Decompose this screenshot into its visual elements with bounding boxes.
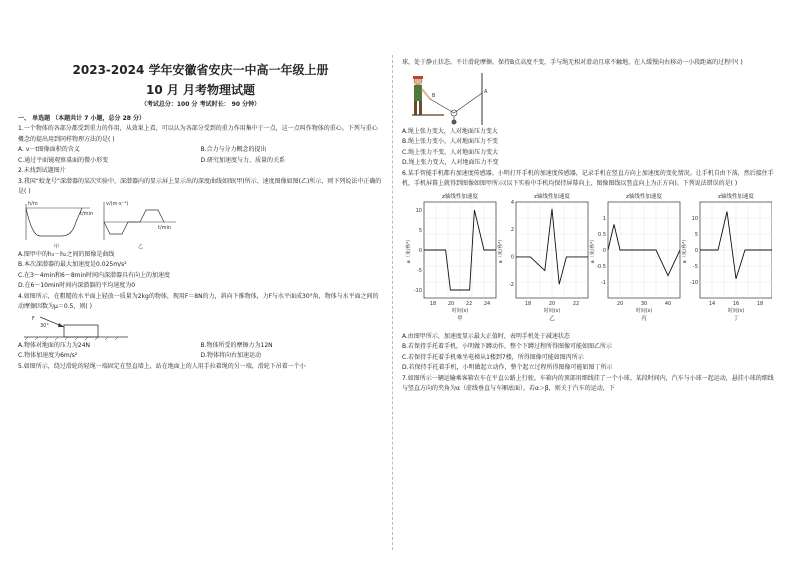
q3-fig-right-caption: 乙 — [138, 243, 144, 250]
q1-option-c: C.通过平面镜观察桌面的微小形变 — [18, 156, 109, 164]
q6-chart-y-tick: -10 — [689, 279, 698, 286]
q4-ground-hatch — [25, 337, 118, 340]
q4-options — [18, 341, 383, 362]
q3-fig-right-xlabel: t/min — [158, 224, 172, 231]
q4-option-a: A.物体对地面的压力为24N — [18, 341, 91, 349]
q6-chart-y-tick: 5 — [418, 227, 422, 234]
q5-ball — [452, 119, 457, 124]
q6-chart-y-tick: 10 — [415, 207, 422, 214]
q6-chart-x-tick: 40 — [664, 300, 672, 307]
q4-option-b: B.物体所受的摩擦力为12N — [200, 341, 273, 349]
q6-chart-y-label: a（米/秒²） — [406, 236, 412, 263]
q4-angle-label: 30° — [40, 322, 49, 329]
q4-force-label: F — [32, 315, 35, 322]
q6-stem: 6.某手智能手机都有加速度传感器。小明打开手机的加速度传感器，记录手机在竖直方向上加速度的变化情况。让手机自由下落，然后接住手机，手机屏幕上就得到图像如图甲所示(以下实验中手机均保持屏幕向上，图像图线以竖直向上为正方向)。下列说法错误的是( ) — [402, 169, 774, 187]
q3-velocity-graph — [104, 201, 176, 250]
q6-option-b: B.若保持手托着手机，小明做下蹲动作，整个下蹲过程所得图像可能如图乙所示 — [402, 343, 613, 350]
q1-options — [18, 145, 383, 166]
q3-depth-graph — [26, 201, 93, 250]
q3-fig-left-ylabel: h/m — [28, 200, 38, 207]
q3-option-d: D.在6～10min时间内深潜器的平均速度为0 — [18, 282, 136, 289]
exam-meta: （考试总分：100 分 考试时长： 90 分钟） — [140, 101, 261, 108]
q6-chart-y-tick: 0 — [510, 254, 514, 261]
q6-chart-y-tick: -5 — [417, 267, 422, 274]
q6-option-a: A.由图甲所示，加速度显示最大正值时，表明手机处于减速状态 — [402, 332, 570, 340]
left-column — [18, 58, 383, 372]
q4-block — [64, 325, 98, 337]
q6-chart-y-tick: -5 — [693, 263, 698, 270]
q6-chart-x-tick: 24 — [483, 300, 491, 307]
q6-chart-y-tick: -10 — [413, 287, 422, 294]
exam-title-line1: 2023-2024 学年安徽省安庆一中高一年级上册 — [72, 63, 329, 77]
q6-chart-y-tick: 0 — [602, 247, 606, 254]
q6-chart-x-tick: 22 — [465, 300, 473, 307]
q5-person-icon — [412, 76, 444, 115]
q6-chart-y-tick: -0.5 — [596, 263, 606, 270]
q6-chart-title: z轴线性加速度 — [534, 193, 570, 200]
q4-option-d: D.物体将向右加速运动 — [200, 352, 262, 359]
q3-options — [18, 250, 383, 292]
q3-figure — [18, 198, 178, 250]
q3-fig-left-xlabel: t/min — [80, 210, 94, 217]
q7-stem: 7.如图所示一辆运输乘客箱农车在平直公路上行驶。车箱内的顶部用细线挂了一个小球。某段时间内，汽车与小球一起运动，悬挂小球的细线与竖直方向的夹角为α（虚线垂直与车厢底面）。若α＞β，则关于汽车的运动，下 — [402, 374, 774, 392]
q6-charts — [402, 190, 772, 332]
q4-stem: 4.如图所示，在粗糙的水平面上轻放一质量为2kg的物体，现用F＝8N的力，斜向下推物体，力F与水平面成30°角，物体与水平面之间的动摩擦因数为μ＝0.5，则( ) — [18, 292, 379, 310]
q6-chart-caption: 甲 — [457, 315, 463, 322]
q6-chart-x-label: 时间(s) — [727, 307, 745, 314]
q6-chart-title: z轴线性加速度 — [718, 193, 754, 200]
q1-option-a: A. v－t图像面积的含义 — [18, 146, 80, 153]
q5-point-a: A — [484, 88, 488, 95]
q4-figure — [18, 313, 138, 341]
q6-chart-y-label: a（米/秒²） — [682, 236, 688, 263]
q6-chart-y-tick: 0.5 — [598, 231, 606, 238]
q3-fig-right-ylabel: v/(m·s⁻¹) — [106, 200, 129, 207]
q5-stem-continued: 球，处于静止状态。不计滑轮摩擦。保持B点高度不变，手与绳无相对滑动且球不触地，在人缓慢向右移动一小段距离的过程中( ) — [402, 59, 743, 66]
q6-option-d: D.若保持手托着手机，小明做起立动作，整个起立过程所得图像可能如图丁所示 — [402, 364, 613, 371]
q6-chart-丁 — [681, 192, 772, 322]
q6-chart-title: z轴线性加速度 — [442, 193, 478, 200]
q6-chart-caption: 乙 — [549, 315, 555, 322]
q2-note: 2.未找到试题图片 — [18, 167, 66, 174]
q6-chart-x-label: 时间(s) — [543, 307, 561, 314]
q5-option-d: D.绳上张力变大，人对地面压力不变 — [402, 159, 499, 166]
q5-point-b: B — [432, 92, 436, 99]
q3-option-a: A.图甲中的h₃－h₂之间的图像是曲线 — [18, 250, 115, 258]
q1-stem: 1.一个物体的各部分都受到重力的作用，从效果上看，可以认为各部分受到的重力作用集中于一点，这一点叫作物体的重心。下列与重心概念的提出用到同样物理方法的是( ) — [18, 125, 378, 143]
q1-option-d: D.研究加速度与力、质量的关系 — [200, 156, 286, 164]
q6-chart-x-tick: 20 — [548, 300, 556, 307]
q3-stem: 3.我国“蛟龙号”深潜器的某次实验中，深潜器内的显示屏上显示出的深度曲线如图(甲)所示、速度图像如图(乙)所示，则下列说法中正确的是( ) — [18, 177, 382, 195]
q6-chart-y-tick: 1 — [602, 215, 606, 222]
q6-chart-y-tick: 0 — [694, 247, 698, 254]
q6-chart-y-tick: 2 — [510, 226, 514, 233]
q6-chart-x-tick: 14 — [708, 300, 716, 307]
q6-chart-y-tick: 5 — [694, 231, 698, 238]
q6-chart-caption: 丁 — [733, 315, 739, 322]
q3-option-b: B.本次深潜器的最大加速度是0.025m/s² — [18, 261, 127, 268]
q5-options — [402, 127, 774, 169]
q1-option-b: B.合力与分力概念的提出 — [200, 146, 267, 153]
q6-option-c: C.若保持手托着手机乘坐电梯从1楼到7楼，所得图像可能如图丙所示 — [402, 353, 584, 361]
q6-chart-y-tick: 10 — [691, 215, 698, 222]
q6-chart-caption: 丙 — [641, 315, 647, 322]
q4-option-c: C.物体加速度为6m/s² — [18, 352, 78, 359]
q6-chart-y-tick: -2 — [509, 281, 514, 288]
q6-chart-y-tick: 0 — [418, 247, 422, 254]
q6-chart-乙 — [497, 192, 588, 322]
q6-chart-y-tick: 4 — [510, 199, 514, 206]
q6-chart-甲 — [405, 192, 496, 322]
section-heading: 一、 单选题 （本题共计 7 小题，总分 28 分） — [18, 114, 146, 122]
q6-chart-y-label: a（米/秒²） — [498, 236, 504, 263]
q6-chart-y-tick: -1 — [601, 279, 606, 286]
q6-chart-x-label: 时间(s) — [635, 307, 653, 314]
q6-chart-x-tick: 22 — [572, 300, 580, 307]
q6-chart-x-tick: 18 — [524, 300, 532, 307]
q5-stem: 5.如图所示，绕过滑轮的轻绳一端固定在竖直墙上，站在地面上的人用手拉着绳的另一端，滑轮下吊着一个小 — [18, 362, 306, 370]
q6-chart-丙 — [589, 192, 680, 322]
q5-option-c: C.绳上张力不变，人对地面压力变大 — [402, 148, 499, 156]
q6-options — [402, 332, 774, 374]
q3-option-c: C.在3～4min和6～8min时间内深潜器具有向上的加速度 — [18, 271, 170, 279]
q6-chart-y-label: a（米/秒²） — [590, 236, 596, 263]
q6-chart-x-tick: 20 — [616, 300, 624, 307]
column-divider — [392, 55, 393, 550]
q6-chart-x-tick: 20 — [447, 300, 455, 307]
q6-chart-x-tick: 16 — [732, 300, 740, 307]
q5-option-b: B.绳上张力变小，人对地面压力不变 — [402, 138, 499, 145]
right-column — [402, 58, 774, 395]
q5-figure — [402, 69, 502, 127]
q6-chart-x-tick: 30 — [640, 300, 648, 307]
exam-title-line2: 10 月 月考物理试题 — [145, 83, 256, 97]
q6-chart-x-label: 时间(s) — [451, 307, 469, 314]
q5-option-a: A.绳上张力变大，人对地面压力变大 — [402, 127, 498, 135]
q3-fig-left-caption: 甲 — [54, 243, 60, 250]
q6-chart-x-tick: 18 — [756, 300, 764, 307]
q6-chart-x-tick: 18 — [429, 300, 437, 307]
q6-chart-title: z轴线性加速度 — [626, 193, 662, 200]
